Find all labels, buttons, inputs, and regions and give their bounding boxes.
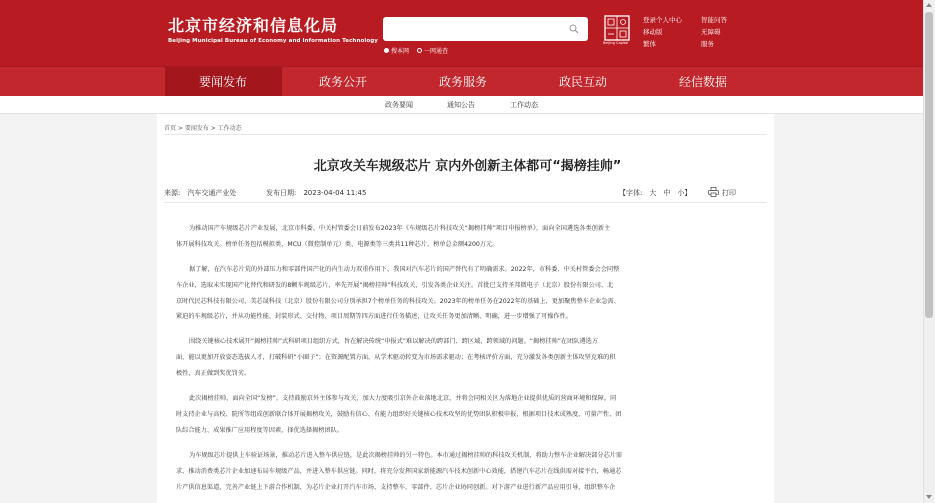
breadcrumb-divider — [164, 134, 767, 135]
breadcrumb[interactable]: 首页 > 要闻发布 > 工作动态 — [164, 125, 242, 132]
meta-divider — [164, 202, 767, 203]
sub-nav-notices[interactable]: 通知公告 — [447, 101, 475, 109]
logo-caption: Beijing Capital — [603, 41, 629, 45]
article-paragraph: 此次揭榜挂帅，面向全国“发榜”，支持鼓励京外主体参与攻关，加大力度吸引京外企业落地北京，并将会同相关区为落地企业提供优质的营商环境和保障。同 时支持企业与高校、院所等组成创新联合体开展揭榜攻关，鼓励有信心、有能力组织好关键核心技术攻坚的优势团队积极申报，根据项目技术成熟度、可量产性、团 队综合能力、成果推广应用程度等因素，择优选择揭榜团队。 — [176, 395, 622, 434]
main-nav-gov-services[interactable]: 政务服务 — [439, 75, 488, 89]
radio-selected-icon — [384, 48, 389, 53]
search-box — [383, 17, 588, 41]
scrollbar-thumb[interactable] — [925, 12, 933, 318]
scroll-down-arrow-icon[interactable] — [926, 495, 932, 499]
site-subtitle: Beijing Municipal Bureau of Economy and Information Technology — [168, 38, 378, 44]
search-icon[interactable] — [569, 24, 579, 34]
quick-link-mobile[interactable]: 移动版 — [643, 28, 663, 36]
main-nav-data[interactable]: 经信数据 — [679, 75, 728, 89]
article-source: 来源: 汽车交通产业处 — [164, 189, 237, 197]
quick-link-service[interactable]: 服务 — [701, 40, 714, 48]
article-paragraph: 为推动国产车规级芯片产业发展，北京市科委、中关村管委会日前发布2023年《车规级芯片科技攻关“揭榜挂帅”项目申报榜单》，面向全国遴选各类创新主 体开展科技攻关。榜单任务包括模拟类、MCU（微控制单元）类、电源类等三类共11种芯片，榜单总金额4200万元。 — [176, 225, 611, 248]
search-scope — [384, 46, 448, 55]
quick-link-login[interactable]: 登录个人中心 — [643, 16, 682, 24]
main-nav — [0, 66, 935, 96]
sub-nav-gov-news[interactable]: 政务要闻 — [385, 101, 413, 109]
sub-nav — [0, 96, 935, 114]
main-nav-gov-affairs[interactable]: 政务公开 — [319, 75, 368, 89]
main-nav-interaction[interactable]: 政民互动 — [559, 75, 608, 89]
print-button[interactable]: 打印 — [722, 189, 736, 197]
search-scope-site[interactable]: 搜本网 — [384, 46, 409, 55]
search-input[interactable] — [389, 21, 559, 37]
article-paragraph: 据了解，在汽车芯片荒的外部压力和零部件国产化的内生动力双重作用下，我国对汽车芯片的国产替代有了明确需求。2022年，市科委、中关村管委会会同整 车企业，选取未实现国产化替代和研发的8颗车规级芯片，率先开展“揭榜挂帅”科技攻关，引发各类企业关注。首批已支持圣邦微电子（北京）股份有限公司、北 京时代民芯科技有限公司、美芯晟科技（北京）股份有限公司分别承担7个榜单任务的科技攻关。2023年的榜单任务在2022年的基础上，更加聚焦整车企业急需、 紧迫的车规级芯片，并从功能性能、封装形式、交付物、项目周期等四方面进行任务描述，让攻关任务更加清晰、明确，进一步增强了可操作性。 — [176, 266, 620, 321]
printer-icon[interactable] — [708, 187, 719, 197]
quick-link-accessibility[interactable]: 无障碍 — [701, 28, 721, 36]
article-paragraph: 围绕关键核心技术展开“揭榜挂帅”式科研项目组织方式，旨在解决传统“申报式”难以解决的跨部门、跨区域、跨领域的问题。“揭榜挂帅”在团队遴选方 面，能以更加开放姿态选拔人才，打破科研“小圈子”；在资源配置方面，从学术驱动转变为市场需求驱动；在考核评价方面，充分激发各类创新主体攻坚克难的积 极性，真正做到奖优罚劣。 — [176, 338, 616, 377]
main-nav-news[interactable]: 要闻发布 — [199, 75, 248, 89]
quick-link-traditional[interactable]: 繁体 — [643, 40, 656, 48]
quick-links — [643, 15, 741, 49]
article-date: 发布日期: 2023-04-04 11:45 — [266, 189, 367, 197]
search-scope-unified[interactable]: 一网通查 — [417, 46, 448, 55]
article-title: 北京攻关车规级芯片 京内外创新主体都可“揭榜挂帅” — [313, 159, 622, 174]
sub-nav-work-updates[interactable]: 工作动态 — [510, 101, 538, 109]
article-paragraph: 为车规级芯片提供上车验证场景，推动芯片进入整车供应链，是此次揭榜挂帅的另一特色。本市通过揭榜挂帅的科技攻关机制，将助力整车企业解决部分芯片需 求，推动消费类芯片企业加速布局车规级产品，并进入整车供应链。同时，将充分发挥国家新能源汽车技术创新中心效能，搭建汽车芯片在线供需对接平台，畅通芯 片产供信息渠道，完善产业链上下游合作机制，为芯片企业打开汽车市场、支持整车、零部件、芯片企业协同创新。对下游产业进行新产品应用引导，组织整车企 — [176, 452, 623, 491]
scroll-up-arrow-icon[interactable] — [926, 3, 932, 7]
site-title[interactable]: 北京市经济和信息化局 — [168, 16, 339, 35]
quick-link-qa[interactable]: 智能问答 — [701, 16, 727, 24]
radio-unselected-icon — [417, 48, 422, 53]
font-size-control[interactable]: 【字体: 大 中 小】 — [619, 189, 692, 197]
